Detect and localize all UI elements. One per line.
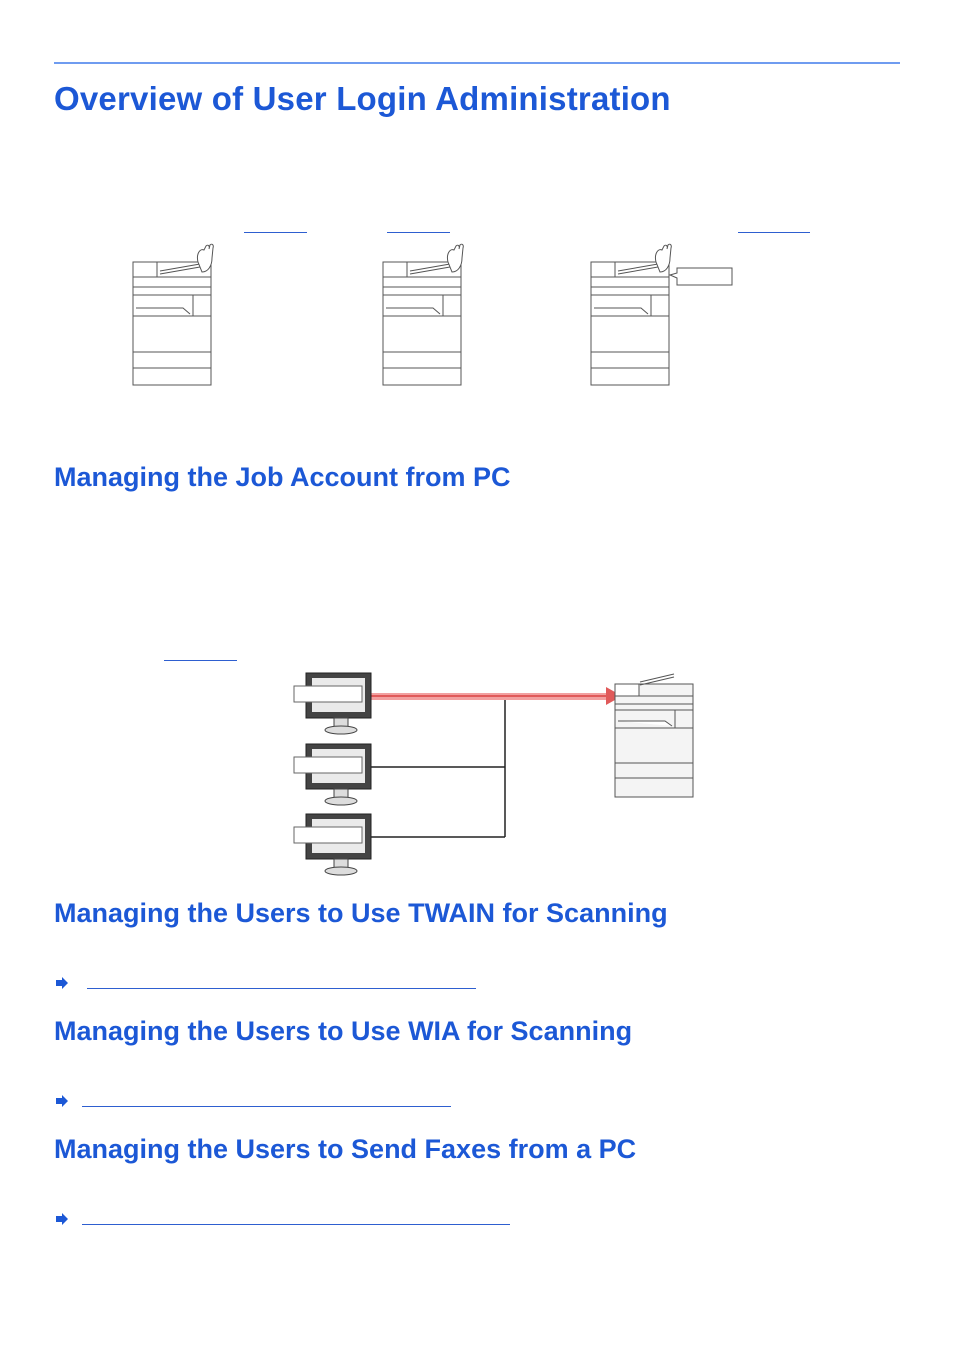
link-underline[interactable]	[82, 1224, 510, 1225]
computer-monitor-icon	[290, 743, 375, 805]
link-underline[interactable]	[82, 1106, 451, 1107]
section-heading-wia: Managing the Users to Use WIA for Scanning	[54, 1016, 633, 1046]
link-underline[interactable]	[87, 988, 476, 989]
section-heading-fax: Managing the Users to Send Faxes from a PC	[54, 1134, 637, 1164]
computer-monitor-icon	[290, 672, 375, 734]
section-heading-job-account: Managing the Job Account from PC	[54, 462, 511, 492]
arrow-right-icon	[55, 977, 69, 989]
arrow-right-icon	[55, 1213, 69, 1225]
section-heading-twain: Managing the Users to Use TWAIN for Scanning	[54, 898, 668, 928]
arrow-right-icon	[55, 1095, 69, 1107]
computer-monitor-icon	[290, 813, 375, 875]
page-title: Overview of User Login Administration	[54, 80, 671, 117]
mfp-device-icon	[610, 668, 700, 803]
